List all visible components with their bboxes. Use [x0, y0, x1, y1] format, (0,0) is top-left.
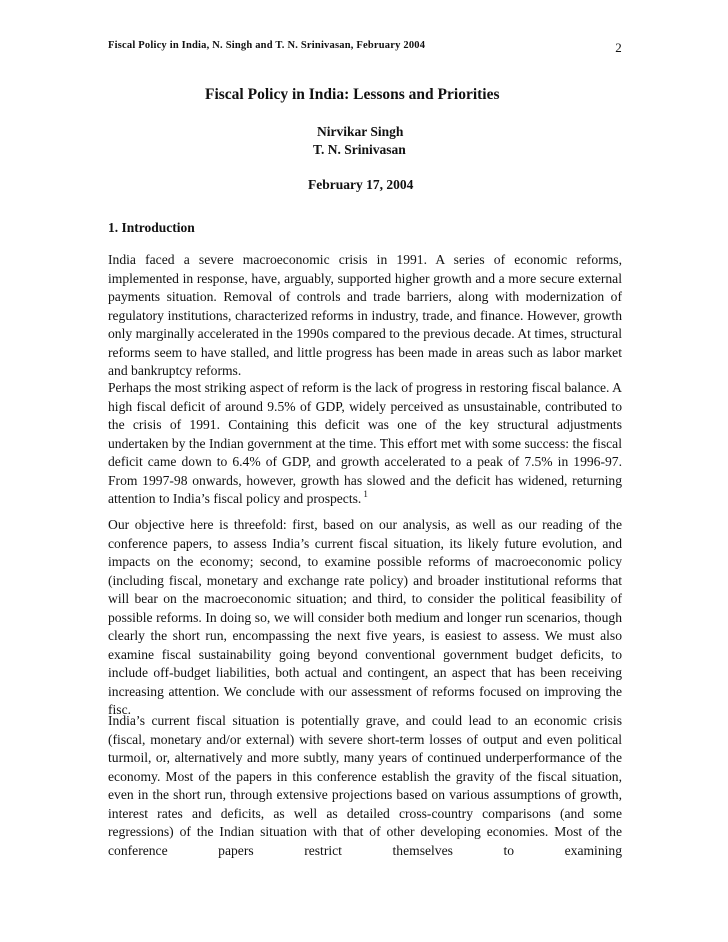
section-heading: 1. Introduction [108, 220, 195, 235]
body-paragraph [108, 251, 622, 381]
paragraph-text: India faced a severe macroeconomic crisis in 1991. A series of economic reforms, implemented in response, have, arguably, supported higher growth and a more secure external payments situation. Removal of controls and trade barriers, along with modernization of regulatory institutions, characterized reforms in industry, trade, and finance. However, growth only marginally accelerated in the 1990s compared to the previous decade. At times, structural reforms seem to have stalled, and little progress has been made in areas such as labor market and bankruptcy reforms. [108, 252, 622, 378]
body-paragraph [108, 379, 622, 509]
body-paragraph [108, 712, 622, 860]
body-paragraph [108, 516, 622, 720]
document-date: February 17, 2004 [308, 177, 414, 192]
paragraph-text: Perhaps the most striking aspect of reform is the lack of progress in restoring fiscal balance. A high fiscal deficit of around 9.5% of GDP, widely perceived as unsustainable, contributed to the crisis of 1991. Containing this deficit was one of the key structural adjustments undertaken by the Indian government at the time. This effort met with some success: the fiscal deficit came down to 6.4% of GDP, and growth accelerated to a peak of 7.5% in 1996-97. From 1997-98 onwards, however, growth has slowed and the deficit has widened, returning attention to India’s fiscal policy and prospects. [108, 380, 622, 506]
author-name: Nirvikar Singh [317, 124, 404, 139]
running-title: Fiscal Policy in India, N. Singh and T. N. Srinivasan, February 2004 [108, 40, 426, 51]
footnote-marker[interactable]: 1 [363, 489, 368, 499]
document-title: Fiscal Policy in India: Lessons and Priorities [205, 86, 500, 103]
running-header [108, 40, 624, 56]
page-number: 2 [615, 40, 622, 55]
paragraph-text: India’s current fiscal situation is potentially grave, and could lead to an economic crisis (fiscal, monetary and/or external) with severe short-term losses of output and even political turmoil, or, alternatively and more subtly, many years of continued underperformance of the economy. Most of the papers in this conference establish the gravity of the fiscal situation, even in the short run, through extensive projections based on various assumptions of growth, interest rates and deficits, as well as detailed cross-country comparisons (and some regressions) of the Indian situation with that of other developing economies. Most of the conference papers restrict themselves to examining [108, 713, 622, 858]
author-name: T. N. Srinivasan [313, 142, 406, 157]
paragraph-text: Our objective here is threefold: first, based on our analysis, as well as our reading of the conference papers, to assess India’s current fiscal situation, its likely future evolution, and impacts on the economy; second, to examine possible reforms of macroeconomic policy (including fiscal, monetary and exchange rate policy) and broader institutional reforms that will bear on the macroeconomic situation; and third, to consider the political feasibility of possible reforms. In doing so, we will consider both medium and longer run scenarios, though clearly the short run, encompassing the next five years, is easiest to assess. We must also examine fiscal sustainability going beyond conventional government budget deficits, to include off-budget liabilities, both actual and contingent, an aspect that has been receiving increasing attention. We conclude with our assessment of reforms focused on improving the fisc. [108, 517, 622, 717]
